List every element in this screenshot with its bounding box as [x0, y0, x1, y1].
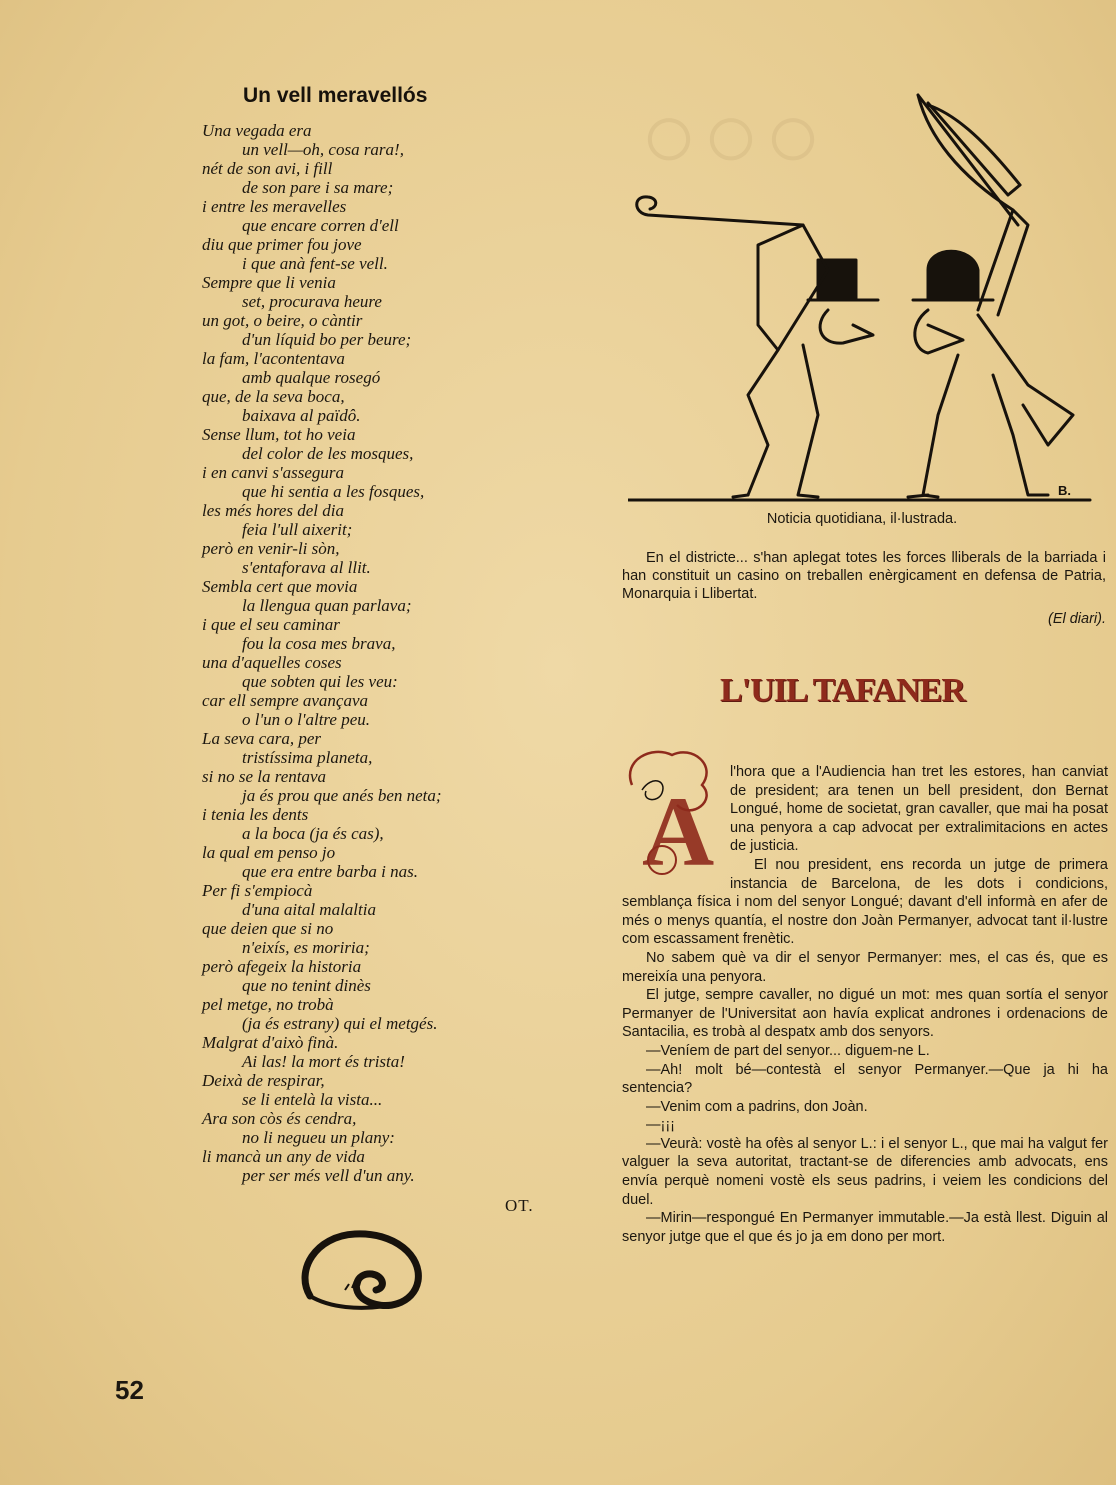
article-paragraph: No sabem què va dir el senyor Permanyer: mes, el cas és, que es mereixía una penyora.	[622, 949, 1108, 985]
poem-line: de son pare i sa mare;	[242, 178, 394, 197]
poem-line: un vell—oh, cosa rara!,	[242, 140, 404, 159]
poem-line: se li entelà la vista...	[242, 1090, 383, 1109]
poem-line: però en venir-li sòn,	[202, 539, 340, 558]
poem-line: que, de la seva boca,	[202, 387, 345, 406]
snail-ornament-icon	[290, 1226, 430, 1316]
article-paragraph: —Veurà: vostè ha ofès al senyor L.: i el senyor L., que mai ha valgut fer valguer la seva autoritat, tractant-se de diferencies amb advocats, ens envía perquè nomeni vostè els seus padrins, i veiem les condicions del duel.	[622, 1135, 1108, 1208]
poem-title: Un vell meravellós	[243, 84, 428, 107]
poem-line: li mancà un any de vida	[202, 1147, 365, 1166]
article-paragraph: El jutge, sempre cavaller, no digué un mot: mes quan sortía el senyor Permanyer de l'Universitat aon havía explicat andrones i ordenacions de Santacilia, es trobà al despatx amb dos senyors.	[622, 987, 1108, 1041]
poem-line: no li negueu un plany:	[242, 1128, 395, 1147]
poem-line: set, procurava heure	[242, 292, 382, 311]
poem-signature: OT.	[505, 1196, 534, 1215]
news-notice: En el districte... s'han aplegat totes les forces lliberals de la barriada i han constituit un casino on treballen enèrgicament en defensa de Patria, Monarquia i Llibertat.	[622, 550, 1106, 602]
poem-body	[202, 121, 532, 1185]
poem-line: pel metge, no trobà	[202, 995, 334, 1014]
poem-line: i que el seu caminar	[202, 615, 340, 634]
poem-line: n'eixís, es moriria;	[242, 938, 370, 957]
poem-line: la fam, l'acontentava	[202, 349, 345, 368]
poem-line: o l'un o l'altre peu.	[242, 710, 370, 729]
poem-line: nét de son avi, i fill	[202, 159, 333, 178]
poem-line: si no se la rentava	[202, 767, 327, 786]
section-title: L'UIL TAFANER	[720, 672, 965, 709]
poem-line: car ell sempre avançava	[202, 691, 369, 710]
page-number: 52	[115, 1375, 144, 1405]
article-paragraph: —Mirin—respongué En Permanyer immutable.—Ja està llest. Diguin al senyor jutge que el que és jo ja em dono per mort.	[622, 1210, 1108, 1245]
poem-line: Per fi s'empiocà	[202, 881, 313, 900]
dropcap-letter: A	[642, 776, 715, 885]
poem-line: però afegeix la historia	[202, 957, 362, 976]
artist-initial: B.	[1058, 483, 1071, 498]
poem-line: Una vegada era	[202, 121, 312, 140]
poem-line: que hi sentia a les fosques,	[242, 482, 425, 501]
poem-line: fou la cosa mes brava,	[242, 634, 396, 653]
poem-line: i entre les meravelles	[202, 197, 347, 216]
poem-line: amb qualque rosegó	[242, 368, 381, 387]
poem-line: s'entaforava al llit.	[242, 558, 371, 577]
article-paragraph: l'hora que a l'Audiencia han tret les estores, han canviat de president; ara tenen un bell president, don Bernat Longué, home de societat, gran cavaller, que mai ha posat una penyora a cap advocat per extralimitacions en actes de justicia.	[730, 764, 1108, 855]
poem-line: Sembla cert que movia	[202, 577, 358, 596]
poem-line: d'una aital malaltia	[242, 900, 376, 919]
article-paragraph: —¡¡¡	[646, 1117, 675, 1134]
poem-line: Sempre que li venia	[202, 273, 336, 292]
article-paragraph: —Veníem de part del senyor... diguem-ne L.	[646, 1042, 930, 1059]
poem-line: la qual em penso jo	[202, 843, 336, 862]
poem-line: la llengua quan parlava;	[242, 596, 412, 615]
poem-line: a la boca (ja és cas),	[242, 824, 384, 843]
article-paragraph: —Venim com a padrins, don Joàn.	[646, 1098, 868, 1115]
poem-line: les més hores del dia	[202, 501, 344, 520]
poem-line: Sense llum, tot ho veia	[202, 425, 356, 444]
poem-line: i tenia les dents	[202, 805, 309, 824]
poem-line: que deien que si no	[202, 919, 334, 938]
poem-line: per ser més vell d'un any.	[242, 1166, 415, 1185]
poem-line: feia l'ull aixerit;	[242, 520, 353, 539]
article-body	[622, 763, 1108, 1246]
poem-line: diu que primer fou jove	[202, 235, 362, 254]
poem-line: que sobten qui les veu:	[242, 672, 398, 691]
poem-line: Deixà de respirar,	[202, 1071, 325, 1090]
poem-line: una d'aquelles coses	[202, 653, 342, 672]
poem-line: que no tenint dinès	[242, 976, 371, 995]
poem-line: i en canvi s'assegura	[202, 463, 344, 482]
poem-line: Malgrat d'això finà.	[202, 1033, 339, 1052]
poem-line: del color de les mosques,	[242, 444, 414, 463]
poem-line: que encare corren d'ell	[242, 216, 399, 235]
poem-line: un got, o beire, o càntir	[202, 311, 363, 330]
poem-line: d'un líquid bo per beure;	[242, 330, 412, 349]
illustration-caption: Noticia quotidiana, il·lustrada.	[766, 511, 958, 527]
poem-line: baixava al païdô.	[242, 406, 361, 425]
poem-line: Ai las! la mort és trista!	[242, 1052, 405, 1071]
poem-line: que era entre barba i nas.	[242, 862, 418, 881]
cartoon-illustration	[628, 85, 1098, 505]
poem-line: (ja és estrany) qui el metgés.	[242, 1014, 438, 1033]
notice-source: (El diari).	[1047, 611, 1106, 627]
poem-line: La seva cara, per	[202, 729, 321, 748]
article-paragraph: El nou president, ens recorda un jutge de primera instancia de Barcelona, de les dots i condicions, semblança física i nom del senyor Longué; davant d'ell informà en afer de més o menys quantía, el nostre don Joàn Permanyer, advocat tant il·lustre com escassament frenètic.	[622, 856, 1108, 948]
poem-line: Ara son còs és cendra,	[202, 1109, 357, 1128]
article-paragraph: —Ah! molt bé—contestà el senyor Permanyer.—Que ja hi ha sentencia?	[622, 1061, 1108, 1097]
poem-line: tristíssima planeta,	[242, 748, 373, 767]
poem-line: ja és prou que anés ben neta;	[242, 786, 442, 805]
bleed-through-decoration: ○○○	[640, 82, 826, 189]
poem-line: i que anà fent-se vell.	[242, 254, 388, 273]
